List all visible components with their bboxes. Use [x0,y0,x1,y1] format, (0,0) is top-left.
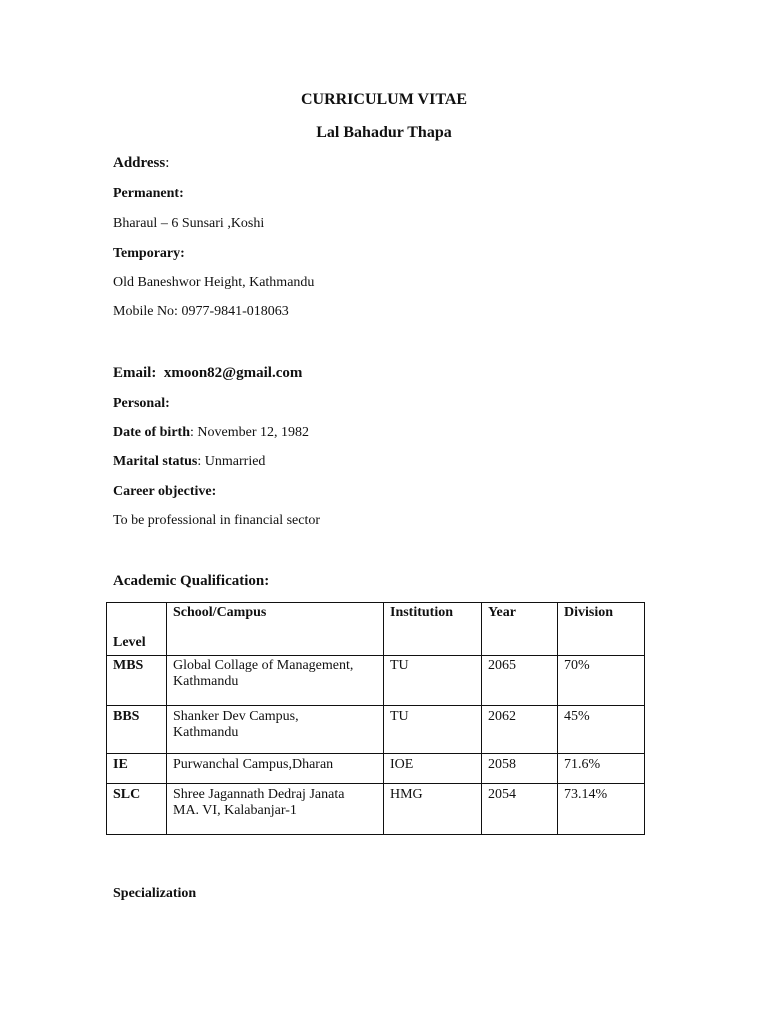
year-cell: 2062 [482,706,558,754]
permanent-label: Permanent: [113,186,184,201]
division-cell: 73.14% [558,784,645,835]
institution-cell: TU [384,656,482,706]
level-cell: SLC [107,784,167,835]
school-cell [167,754,384,784]
table-row [107,754,645,784]
school-cell [167,784,384,835]
table-row [107,784,645,835]
school-line: Global Collage of Management, [173,658,354,673]
year-cell: 2065 [482,656,558,706]
address-label: Address [113,155,166,171]
school-line: Kathmandu [173,674,239,689]
school-line: MA. VI, Kalabanjar-1 [173,803,297,818]
col-year-header: Year [482,603,558,656]
col-level-header: Level [107,603,167,656]
division-cell: 71.6% [558,754,645,784]
personal-label: Personal: [113,396,170,411]
school-line: Shanker Dev Campus, [173,709,299,724]
career-objective: To be professional in financial sector [113,513,321,528]
institution-cell: TU [384,706,482,754]
dob-line [113,425,309,441]
person-name: Lal Bahadur Thapa [316,124,452,141]
table-header-row [107,603,645,656]
marital-value: : Unmarried [197,454,266,469]
dob-value: : November 12, 1982 [190,425,309,440]
col-school-header: School/Campus [167,603,384,656]
level-cell: IE [107,754,167,784]
cv-title: CURRICULUM VITAE [300,91,468,108]
email-label: Email: [113,365,157,381]
marital-label: Marital status [113,454,198,469]
address-heading [113,155,169,172]
level-cell: BBS [107,706,167,754]
dob-label: Date of birth [113,425,190,440]
institution-cell: HMG [384,784,482,835]
address-colon: : [165,155,170,171]
qualification-table [106,602,645,835]
school-line: Shree Jagannath Dedraj Janata [173,787,345,802]
institution-cell: IOE [384,754,482,784]
temporary-label: Temporary: [113,246,185,261]
year-cell: 2054 [482,784,558,835]
school-cell [167,706,384,754]
col-division-header: Division [558,603,645,656]
school-line: Purwanchal Campus,Dharan [173,757,334,772]
marital-line [113,454,265,470]
email-line [113,365,302,382]
career-label: Career objective: [113,484,217,499]
table-row [107,656,645,706]
school-line: Kathmandu [173,725,239,740]
temporary-address: Old Baneshwor Height, Kathmandu [113,275,315,290]
level-cell: MBS [107,656,167,706]
year-cell: 2058 [482,754,558,784]
permanent-address: Bharaul – 6 Sunsari ,Koshi [113,216,265,231]
division-cell: 45% [558,706,645,754]
col-institution-header: Institution [384,603,482,656]
academic-heading: Academic Qualification: [113,573,270,589]
email-value: xmoon82@gmail.com [163,365,303,381]
mobile-number: Mobile No: 0977-9841-018063 [113,304,289,319]
division-cell: 70% [558,656,645,706]
specialization-heading: Specialization [113,886,197,901]
school-cell [167,656,384,706]
table-row [107,706,645,754]
